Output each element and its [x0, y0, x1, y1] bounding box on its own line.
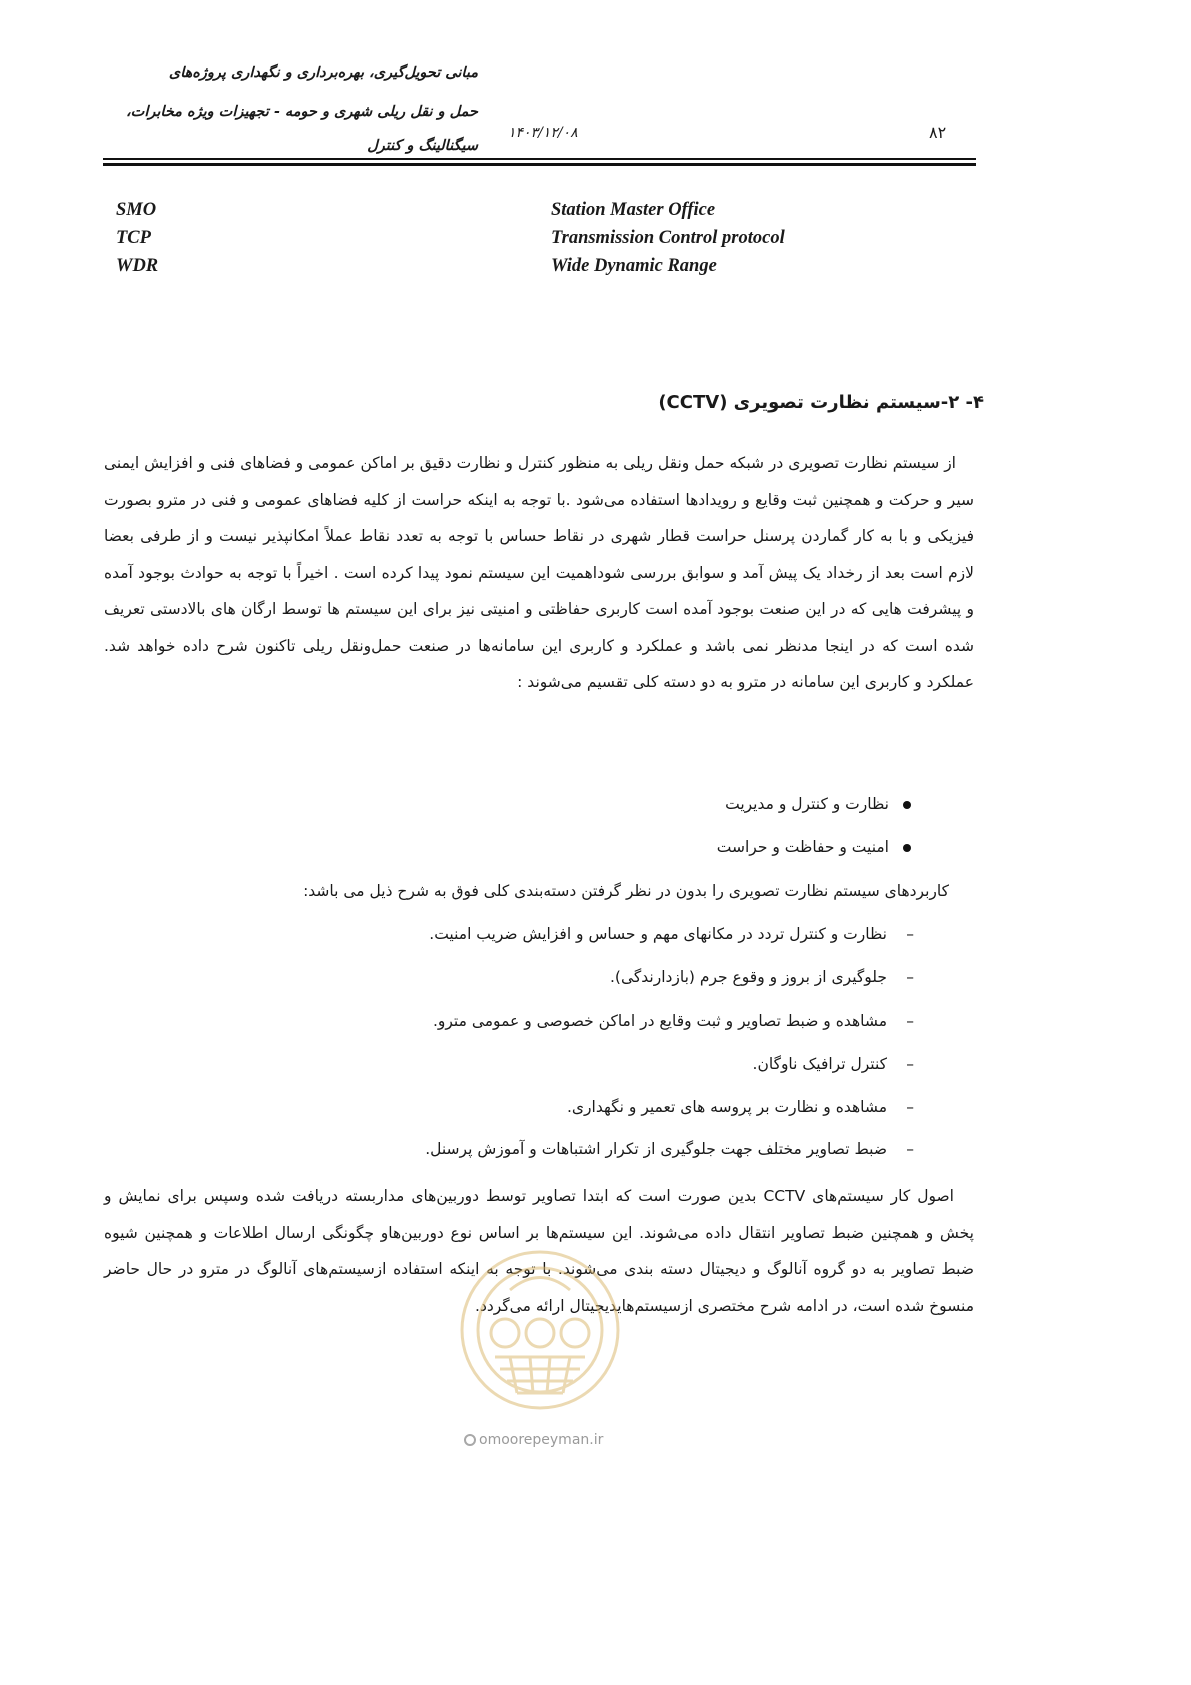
abbreviation-term: TCP	[116, 228, 151, 248]
dash-item-text: ضبط تصاویر مختلف جهت جلوگیری از تکرار اشتباهات و آموزش پرسنل.	[425, 1140, 887, 1158]
dash-item-text: نظارت و کنترل تردد در مکانهای مهم و حساس و افزایش ضریب امنیت.	[429, 925, 887, 943]
header-title-line-3: سیگنالینگ و کنترل	[367, 137, 478, 154]
header-date: ۱۴۰۳/۱۲/۰۸	[508, 125, 578, 141]
header-title-line-1: مبانی تحویل‌گیری، بهره‌برداری و نگهداری پروژه‌های	[168, 64, 478, 81]
dash-icon: –	[906, 1140, 914, 1158]
watermark-logo-icon	[455, 1245, 625, 1415]
bullet-item	[725, 795, 911, 813]
dash-icon: –	[906, 1012, 914, 1030]
abbreviation-definition: Station Master Office	[551, 200, 716, 220]
dash-icon: –	[906, 925, 914, 943]
dash-icon: –	[906, 1055, 914, 1073]
body-paragraph-1: از سیستم نظارت تصویری در شبکه حمل ونقل ریلی به منظور کنترل و نظارت دقیق بر اماکن عمومی و فضاهای فنی و افزایش ایمنی سیر و حرکت و همچنین ثبت وقایع و رویدادها استفاده می‌شود .با توجه به اینکه حراست از کلیه فضاهای عمومی و فنی در مترو بصورت فیزیکی و با به کار گماردن پرسنل حراست قطار شهری در نقاط حساس با توجه به تعدد نقاط عملاً امکانپذیر نیست و از طرفی بعضا لازم است بعد از رخداد یک پیش آمد و سوابق بررسی شوداهمیت این سیستم نمود پیدا کرده است . اخیراً با توجه به حوادث بوجود آمده و پیشرفت هایی که در این صنعت بوجود آمده است کاربری حفاظتی و امنیتی نیز برای این سیستم ها توسط ارگان های بالادستی تعریف شده است که در اینجا مدنظر نمی باشد و عملکرد و کاربری این سامانه‌ها در صنعت حمل‌ونقل ریلی تاکنون شرح داده خواهد شد. عملکرد و کاربری این سامانه در مترو به دو دسته کلی تقسیم می‌شوند :	[104, 454, 974, 691]
watermark-url: omoorepeyman.ir	[464, 1432, 603, 1448]
dash-item	[433, 1012, 914, 1030]
applications-intro: کاربردهای سیستم نظارت تصویری را بدون در نظر گرفتن دسته‌بندی کلی فوق به شرح ذیل می باشد:	[303, 882, 949, 900]
dash-icon: –	[906, 1098, 914, 1116]
header-rule-thin	[103, 158, 976, 160]
dash-item-text: مشاهده و نظارت بر پروسه های تعمیر و نگهداری.	[566, 1098, 887, 1116]
dash-item	[567, 1098, 914, 1116]
bullet-item-text: نظارت و کنترل و مدیریت	[725, 795, 889, 813]
header-title-line-2: حمل و نقل ریلی شهری و حومه - تجهیزات ویژه مخابرات،	[126, 103, 478, 120]
abbreviation-definition: Wide Dynamic Range	[551, 256, 717, 276]
bullet-dot-icon	[903, 844, 911, 852]
page-number: ۸۲	[929, 123, 947, 142]
abbreviation-term: WDR	[116, 256, 159, 276]
dash-item-text: جلوگیری از بروز و وقوع جرم (بازدارندگی).	[609, 968, 887, 986]
dash-item	[429, 925, 914, 943]
bullet-item-text: امنیت و حفاظت و حراست	[716, 838, 889, 856]
dash-item-text: مشاهده و ضبط تصاویر و ثبت وقایع در اماکن خصوصی و عمومی مترو.	[432, 1012, 887, 1030]
abbreviation-term: SMO	[116, 200, 157, 220]
header-rule-thick	[103, 163, 976, 166]
abbreviation-definition: Transmission Control protocol	[551, 228, 785, 248]
dash-item	[610, 968, 914, 986]
dash-icon: –	[906, 968, 914, 986]
bullet-item	[717, 838, 911, 856]
dash-item	[753, 1055, 914, 1073]
body-paragraph-2: اصول کار سیستم‌های CCTV بدین صورت است که ابتدا تصاویر توسط دوربین‌های مداربسته دریافت شده وسپس برای نمایش و پخش و همچنین ضبط تصاویر انتقال داده می‌شوند. این سیستم‌ها بر اساس نوع دوربین‌هاو چگونگی ارسال اطلاعات و همچنین شیوه ضبط تصاویر به دو گروه آنالوگ و دیجیتال دسته بندی می‌شوند. با توجه به اینکه استفاده ازسیستم‌های آنالوگ در مترو در حال حاضر منسوخ شده است، در ادامه شرح مختصری ازسیستم‌هایدیجیتال ارائه می‌گردد.	[104, 1187, 974, 1315]
section-heading: ۴- ۲-سیستم نظارت تصویری (CCTV)	[658, 392, 984, 413]
dash-item-text: کنترل ترافیک ناوگان.	[752, 1055, 887, 1073]
at-sign-icon	[464, 1434, 476, 1446]
bullet-dot-icon	[903, 801, 911, 809]
dash-item	[425, 1140, 914, 1158]
